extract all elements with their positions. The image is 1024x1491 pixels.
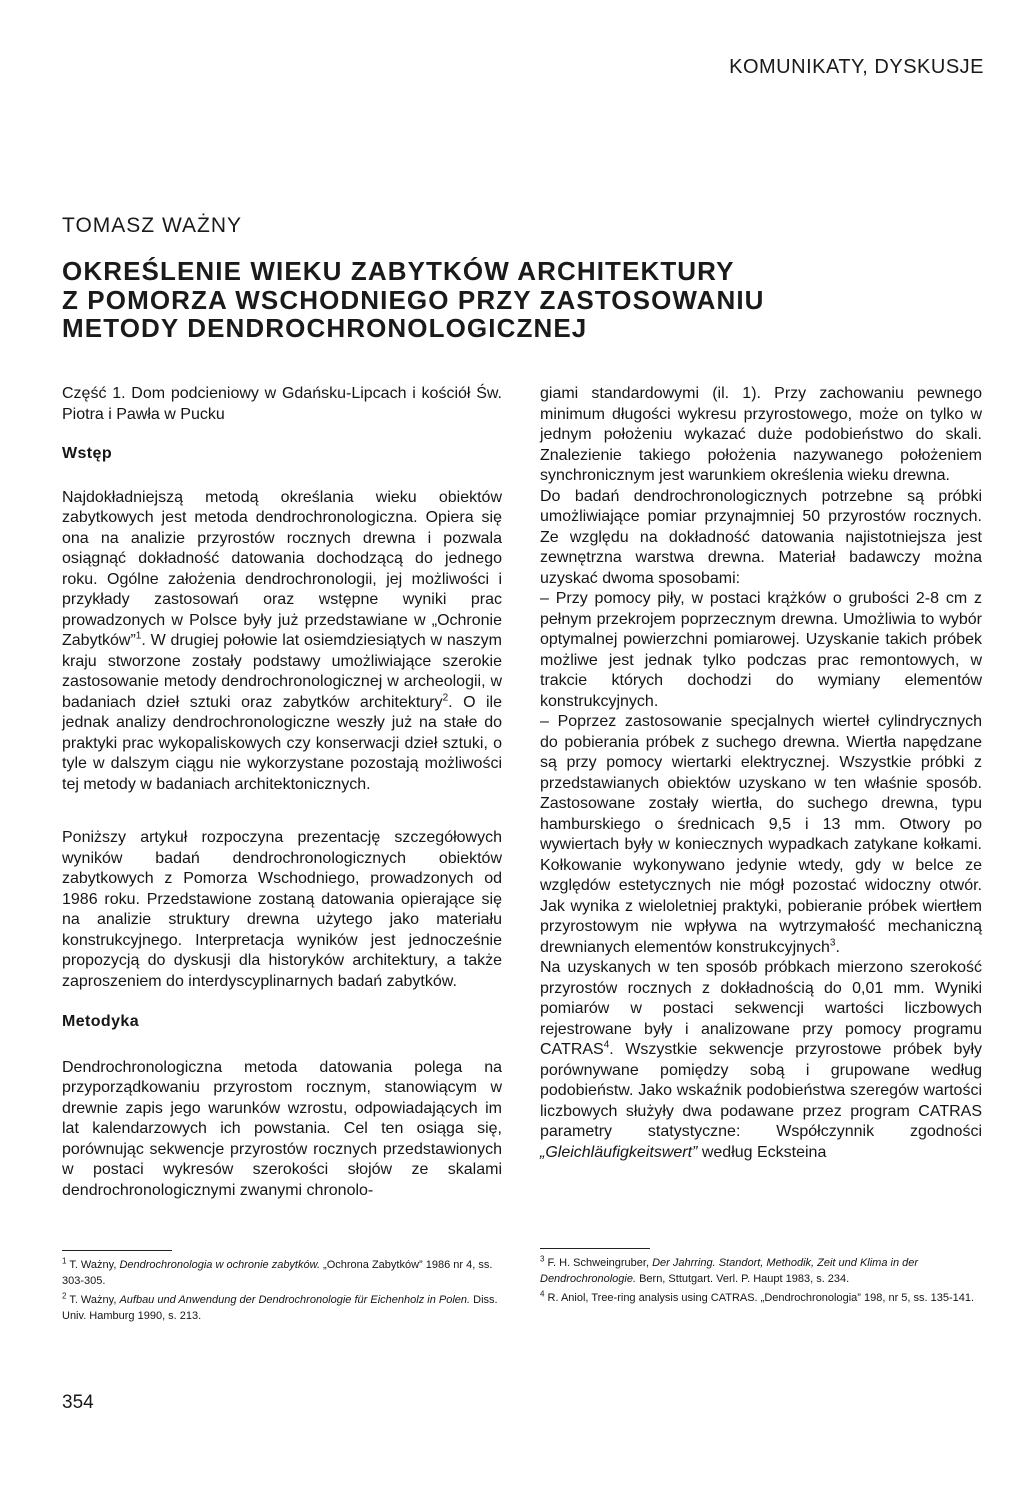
body-text: – Poprzez zastosowanie specjalnych wierteł cylindrycznych do pobierania próbek z suchego drewna. Wiertła napędzane są przy pomocy wiertarki elektrycznej. Wszystkie próbki z przedstawianych obiektów uzyskano w ten właśnie sposób. Zastosowane zostały wiertła, do suchego drewna, typu hamburskiego o średnicach 9,5 i 13 mm. Otwory po wywiertach były w koniecznych wypadkach zatykane kołkami. Kołkowanie wykonywano jedynie wtedy, gdy w belce ze względów estetycznych nie mógł pozostać widoczny otwór. Jak wynika z wieloletniej praktyki, pobieranie próbek wiertłem przyrostowym nie wpływa na wytrzymałość mechaniczną drewnianych elementów konstrukcyjnych	[540, 713, 982, 956]
article-title	[62, 257, 962, 343]
footnote-text: R. Aniol, Tree-ring analysis using CATRAS. „Dendrochronologia” 198, nr 5, ss. 135-141.	[547, 1292, 975, 1305]
paragraph	[540, 958, 982, 1163]
right-column	[540, 384, 982, 1163]
footnote-text: „Ochrona Zabytków” 1986 nr 4, ss. 303-305.	[62, 1259, 493, 1287]
list-item: – Poprzez zastosowanie specjalnych wierteł cylindrycznych do pobierania próbek z suchego drewna. Wiertła napędzane są przy pomocy wiertarki elektrycznej. Wszystkie próbki z przedstawianych obiektów uzyskano w ten właśnie sposób. Zastosowane zostały wiertła, do suchego drewna, typu hamburskiego o średnicach 9,5 i 13 mm. Otwory po wywiertach były w koniecznych wypadkach zatykane kołkami. Kołkowanie wykonywano jedynie wtedy, gdy w belce ze względów estetycznych nie mógł pozostać widoczny otwór. Jak wynika z wieloletniej praktyki, pobieranie próbek wiertłem przyrostowym nie wpływa na wytrzymałość mechaniczną drewnianych elementów konstrukcyjnych$^3$.	[540, 713, 982, 956]
title-line: OKREŚLENIE WIEKU ZABYTKÓW ARCHITEKTURY	[62, 256, 735, 286]
paragraph: giami standardowymi (il. 1). Przy zachowaniu pewnego minimum długości wykresu przyrostowego, może on tylko w jednym położeniu wykazać duże podobieństwo do skali. Znalezienie takiego położenia nazywanego położeniem synchronicznym jest warunkiem określenia wieku drewna.	[540, 385, 982, 484]
footnote-text: F. H. Schweingruber,	[547, 1257, 653, 1269]
paragraph: Poniższy artykuł rozpoczyna prezentację szczegółowych wyników badań dendrochronologicznych obiektów zabytkowych z Pomorza Wschodniego, prowadzonych od 1986 roku. Przedstawione zostaną datowania opierające się na analizie struktury drewna użytego jako materiału konstrukcyjnego. Interpretacja wyników jest jednocześnie propozycją do dyskusji dla historyków architektury, a także zaproszeniem do interdyscyplinarnych badań zabytków.	[62, 829, 502, 990]
footnote-title: Aufbau und Anwendung der Dendrochronologie für Eichenholz in Polen.	[119, 1294, 471, 1307]
footnote	[540, 1256, 980, 1287]
body-text: . Wszystkie sekwencje przyrostowe próbek były porównywane pomiędzy sobą i grupowane według podobieństw. Jako wskaźnik podobieństwa szeregów wartości liczbowych służyły dwa podawane przez program CATRAS parametry statystyczne: Współczynnik zgodności	[540, 1041, 982, 1140]
footnote-text: T. Ważny,	[69, 1294, 120, 1307]
article-author: TOMASZ WAŻNY	[62, 214, 242, 237]
footnote-ref[interactable]: 1	[135, 630, 142, 642]
intro-paragraph	[62, 488, 502, 796]
body-text: . W drugiej połowie lat osiemdziesiątych w naszym kraju stworzone zostały podstawy umożliwiające szerokie zastosowanie metody dendrochronologicznej w archeologii, w badaniach dzieł sztuki oraz zabytków architektury	[62, 632, 502, 711]
paragraph: Do badań dendrochronologicznych potrzebne są próbki umożliwiające pomiar przynajmniej 50 przyrostów rocznych. Ze względu na dokładność datowania najistotniejsza jest zewnętrzna warstwa drewna. Materiał badawczy można uzyskać dwoma sposobami:	[540, 487, 982, 587]
left-column	[62, 384, 502, 1201]
section-header: KOMUNIKATY, DYSKUSJE	[729, 56, 984, 78]
footnotes-right	[540, 1256, 980, 1311]
body-text: według Ecksteina	[697, 1143, 827, 1161]
footnote-text: Bern, Sttutgart. Verl. P. Haupt 1983, s. 234.	[636, 1272, 850, 1285]
body-text: Na uzyskanych w ten sposób próbkach mierzono szerokość przyrostów rocznych z dokładnością do 0,01 mm. Wyniki pomiarów w postaci sekwencji wartości liczbowych rejestrowane były i analizowane przy pomocy programu CATRAS	[540, 959, 982, 1058]
method-paragraph: Dendrochronologiczna metoda datowania polega na przyporządkowaniu przyrostom rocznym, stanowiącym w drewnie zapis jego warunków wzrostu, odpowiadających im lat kalendarzowych ich powstania. Cel ten osiąga się, porównując sekwencje przyrostów rocznych przedstawionych w postaci wykresów szerokości słojów ze skalami dendrochronologicznymi zwanymi chronolo-	[62, 1058, 502, 1199]
page-number: 354	[62, 1392, 94, 1413]
footnote-title: Dendrochronologia w ochronie zabytków.	[119, 1259, 320, 1271]
term: „Gleichläufigkeitswert”	[540, 1143, 698, 1161]
footnote-ref[interactable]: 4	[603, 1039, 610, 1051]
footnote-number: 1	[62, 1256, 67, 1266]
footnote-divider	[540, 1248, 650, 1249]
footnote-number: 3	[540, 1254, 545, 1264]
body-text: Najdokładniejszą metodą określania wieku obiektów zabytkowych jest metoda dendrochronologiczna. Opiera się ona na analizie przyrostów rocznych drewna i pozwala osiągnąć dokładność datowania dochodzącą do jednego roku. Ogólne założenia dendrochronologii, jej możliwości i przykłady zastosowań oraz wstępne wyniki prac prowadzonych w Polsce były już przedstawiane w „Ochronie Zabytków”	[62, 488, 502, 649]
section-heading-method: Metodyka	[62, 1013, 139, 1030]
footnote-text: T. Ważny,	[69, 1259, 120, 1271]
footnote-number: 2	[62, 1291, 67, 1301]
footnotes-left	[62, 1258, 502, 1328]
title-line: Z POMORZA WSCHODNIEGO PRZY ZASTOSOWANIU	[62, 284, 765, 315]
body-text: . O ile jednak analizy dendrochronologiczne weszły już na stałe do praktyki prac wykopaliskowych czy konserwacji dzieł sztuki, o tyle w dalszym ciągu nie wykorzystane pozostają możliwości tej metody w badaniach architektonicznych.	[62, 693, 503, 793]
footnote	[62, 1293, 502, 1324]
footnote-title: Der Jahrring. Standort, Methodik, Zeit und Klima in der Dendrochronologie.	[540, 1257, 919, 1285]
footnote-ref[interactable]: 3	[829, 937, 836, 949]
footnote-ref[interactable]: 2	[442, 692, 449, 704]
part-subtitle: Część 1. Dom podcieniowy w Gdańsku-Lipcach i kościół Św. Piotra i Pawła w Pucku	[62, 385, 502, 423]
footnote-number: 4	[540, 1289, 545, 1299]
footnote-divider	[62, 1250, 172, 1251]
footnote	[62, 1258, 502, 1289]
footnote-text: Diss. Univ. Hamburg 1990, s. 213.	[62, 1294, 498, 1322]
title-line: METODY DENDROCHRONOLOGICZNEJ	[62, 313, 588, 343]
list-item: – Przy pomocy piły, w postaci krążków o grubości 2-8 cm z pełnym przekrojem poprzecznym drewna. Umożliwia to wybór optymalnej powierzchni pomiarowej. Uzyskanie takich próbek możliwe jest jednak tylko podczas prac remontowych, w trakcie których dochodzi do wymiany elementów konstrukcyjnych.	[540, 590, 982, 710]
footnote	[540, 1291, 980, 1307]
section-heading-intro: Wstęp	[62, 445, 112, 462]
